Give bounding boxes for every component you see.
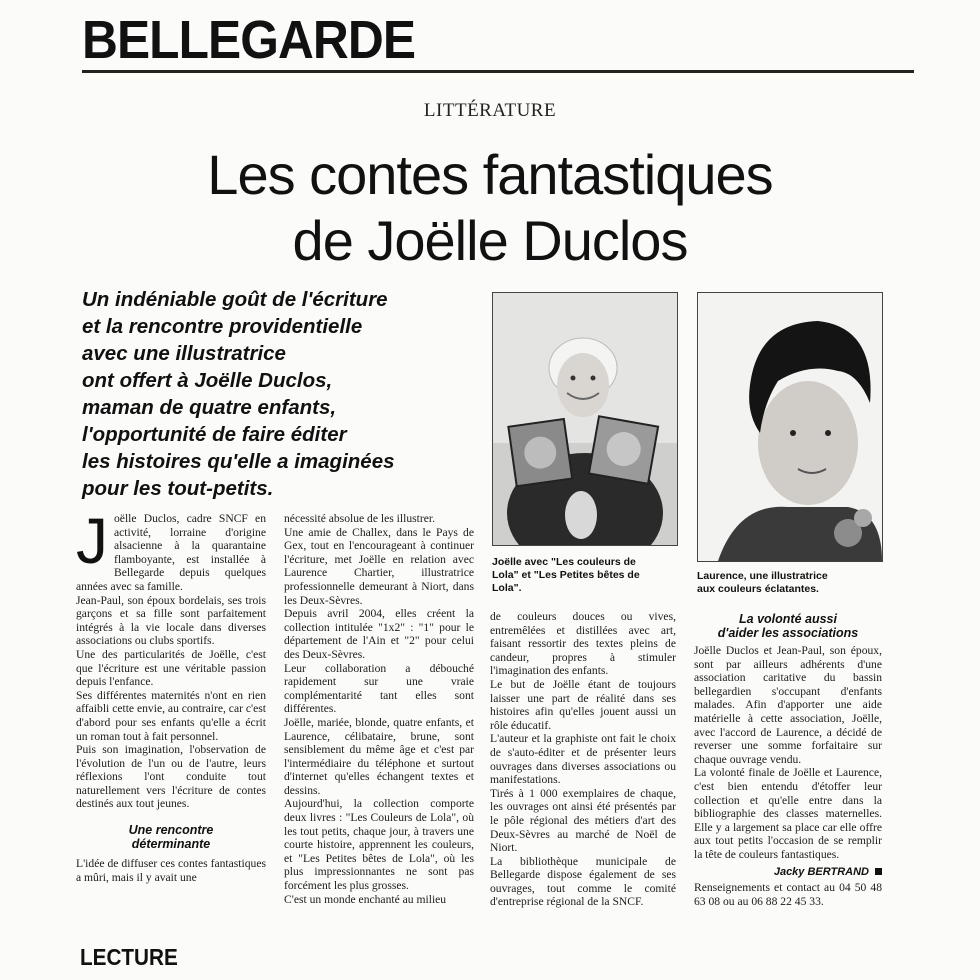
section-title: BELLEGARDE — [82, 10, 416, 70]
chapo-line: l'opportunité de faire éditer — [82, 423, 347, 446]
photo-joelle-image — [493, 293, 677, 545]
chapo-line: les histoires qu'elle a imaginées — [82, 450, 395, 473]
chapo-line: maman de quatre enfants, — [82, 396, 337, 419]
chapo-line: et la rencontre providentielle — [82, 315, 363, 338]
headline-line-2: de Joëlle Duclos — [292, 209, 688, 272]
paragraph: Une amie de Challex, dans le Pays de Gex, tout en l'encourageant à continuer l'écriture, met Joëlle en relation avec Laurence Chartier, illustratrice professionnelle demeurant à Niort, dans les Deux-Sèvres. — [284, 525, 474, 607]
chapo-line: ont offert à Joëlle Duclos, — [82, 369, 333, 392]
article-column-4 — [694, 612, 882, 924]
paragraph: Joëlle Duclos et Jean-Paul, son époux, sont par ailleurs adhérents d'une association caritative du bassin bellegardien s'occupant d'enfants malades. Afin d'apporter une aide matérielle à cette association, Joëlle, avec l'accord de Laurence, a décidé de reverser une somme forfaitaire sur chaque ouvrage vendu. — [694, 644, 882, 766]
article-column-3 — [490, 610, 676, 920]
chapo-line: avec une illustratrice — [82, 342, 286, 365]
article-column-1 — [76, 512, 266, 922]
footer-label: LECTURE — [80, 944, 178, 970]
headline-line-1: Les contes fantastiques — [207, 143, 773, 206]
paragraph: La volonté finale de Joëlle et Laurence, c'est bien entendu d'étoffer leur collection et qu'elle entre dans la bibliographie des classes maternelles. Elle y a largement sa place car elle offre aux tout petits l'occasion de se remplir la tête de couleurs fantastiques. — [694, 766, 882, 861]
end-mark — [875, 868, 882, 875]
paragraph: Leur collaboration a débouché rapidement sur une vraie complémentarité tant elles sont différentes. — [284, 661, 474, 716]
paragraph: Aujourd'hui, la collection comporte deux livres : "Les Couleurs de Lola", où les tout petits, chaque jour, à travers une courte histoire, apprennent les couleurs, et "Les Petites bêtes de Lola", où les plus impressionnantes ne sont pas forcément les plus grosses. — [284, 797, 474, 893]
paragraph: Ses différentes maternités n'ont en rien affaibli cette envie, au contraire, car c'est d'abord pour ses enfants qu'elle a écrit un roman tout à fait personnel. — [76, 688, 266, 743]
paragraph: L'idée de diffuser ces contes fantastiques a mûri, mais il y avait une — [76, 857, 266, 884]
chapo-line: Un indéniable goût de l'écriture — [82, 288, 388, 311]
paragraph: C'est un monde enchanté au milieu — [284, 892, 447, 906]
headline — [100, 142, 880, 274]
photo-laurence-caption: Laurence, une illustratrice aux couleurs éclatantes. — [697, 570, 828, 595]
contact-info: Renseignements et contact au 04 50 48 63 08 ou au 06 88 22 45 33. — [694, 881, 882, 908]
paragraph: La bibliothèque municipale de Bellegarde dispose également de ses ouvrages, tout comme le comité d'entreprise régional de la SNCF. — [490, 854, 676, 909]
paragraph: Puis son imagination, l'observation de l'évolution de l'un ou de l'autre, leurs réflexions l'ont conduite tout naturellement vers l'écriture de contes destinés aux tout jeunes. — [76, 743, 266, 811]
photo-laurence — [697, 292, 883, 562]
photo-joelle-caption: Joëlle avec "Les couleurs de Lola" et "Les Petites bêtes de Lola". — [492, 556, 640, 594]
chapo — [82, 286, 502, 502]
photo-laurence-image — [698, 293, 882, 561]
chapo-line: pour les tout-petits. — [82, 477, 274, 500]
article-column-2 — [284, 512, 474, 922]
drop-cap: J — [76, 512, 108, 577]
paragraph: Une des particularités de Joëlle, c'est que l'écriture est une véritable passion depuis l'enfance. — [76, 647, 266, 689]
paragraph: nécessité absolue de les illustrer. — [284, 512, 435, 525]
subhead-associations: La volonté aussi d'aider les associations — [717, 612, 859, 640]
author-signature: Jacky BERTRAND — [694, 866, 882, 880]
paragraph: Tirés à 1 000 exemplaires de chaque, les ouvrages ont ainsi été présentés par le pôle régional des métiers d'art des Deux-Sèvres au marché de Noël de Niort. — [490, 786, 676, 855]
paragraph: oëlle Duclos, cadre SNCF en activité, lorraine d'origine alsacienne à la quarantaine flamboyante, est installée à Bellegarde depuis quelques années avec sa famille. — [76, 512, 266, 593]
paragraph: de couleurs douces ou vives, entremêlées et distillées avec art, faisant ressortir des textes pleins de candeur, propres à stimuler l'imagination des enfants. — [490, 610, 676, 678]
subhead-rencontre: Une rencontre déterminante — [128, 823, 214, 852]
section-rule — [82, 70, 914, 73]
paragraph: Joëlle, mariée, blonde, quatre enfants, et Laurence, célibataire, brune, sont sensiblement du même âge et c'est par l'intermédiaire du téléphone et surtout d'internet qu'elles échangent textes et dessins. — [284, 715, 474, 797]
paragraph: Depuis avril 2004, elles créent la collection intitulée "1x2" : "1" pour le département de l'Ain et "2" pour celui des Deux-Sèvres. — [284, 607, 474, 661]
paragraph: Le but de Joëlle étant de toujours laisser une part de réalité dans ses histoires afin qu'elles jouent aussi un rôle éducatif. — [490, 677, 676, 732]
paragraph: Jean-Paul, son époux bordelais, ses trois garçons et sa fille sont parfaitement intégrés à la vie locale dans diverses associations ou clubs sportifs. — [76, 593, 266, 648]
paragraph: L'auteur et la graphiste ont fait le choix de s'auto-éditer et de présenter leurs ouvrages dans diverses associations ou manifestations. — [490, 732, 676, 787]
rubric: LITTÉRATURE — [423, 100, 557, 121]
photo-joelle — [492, 292, 678, 546]
